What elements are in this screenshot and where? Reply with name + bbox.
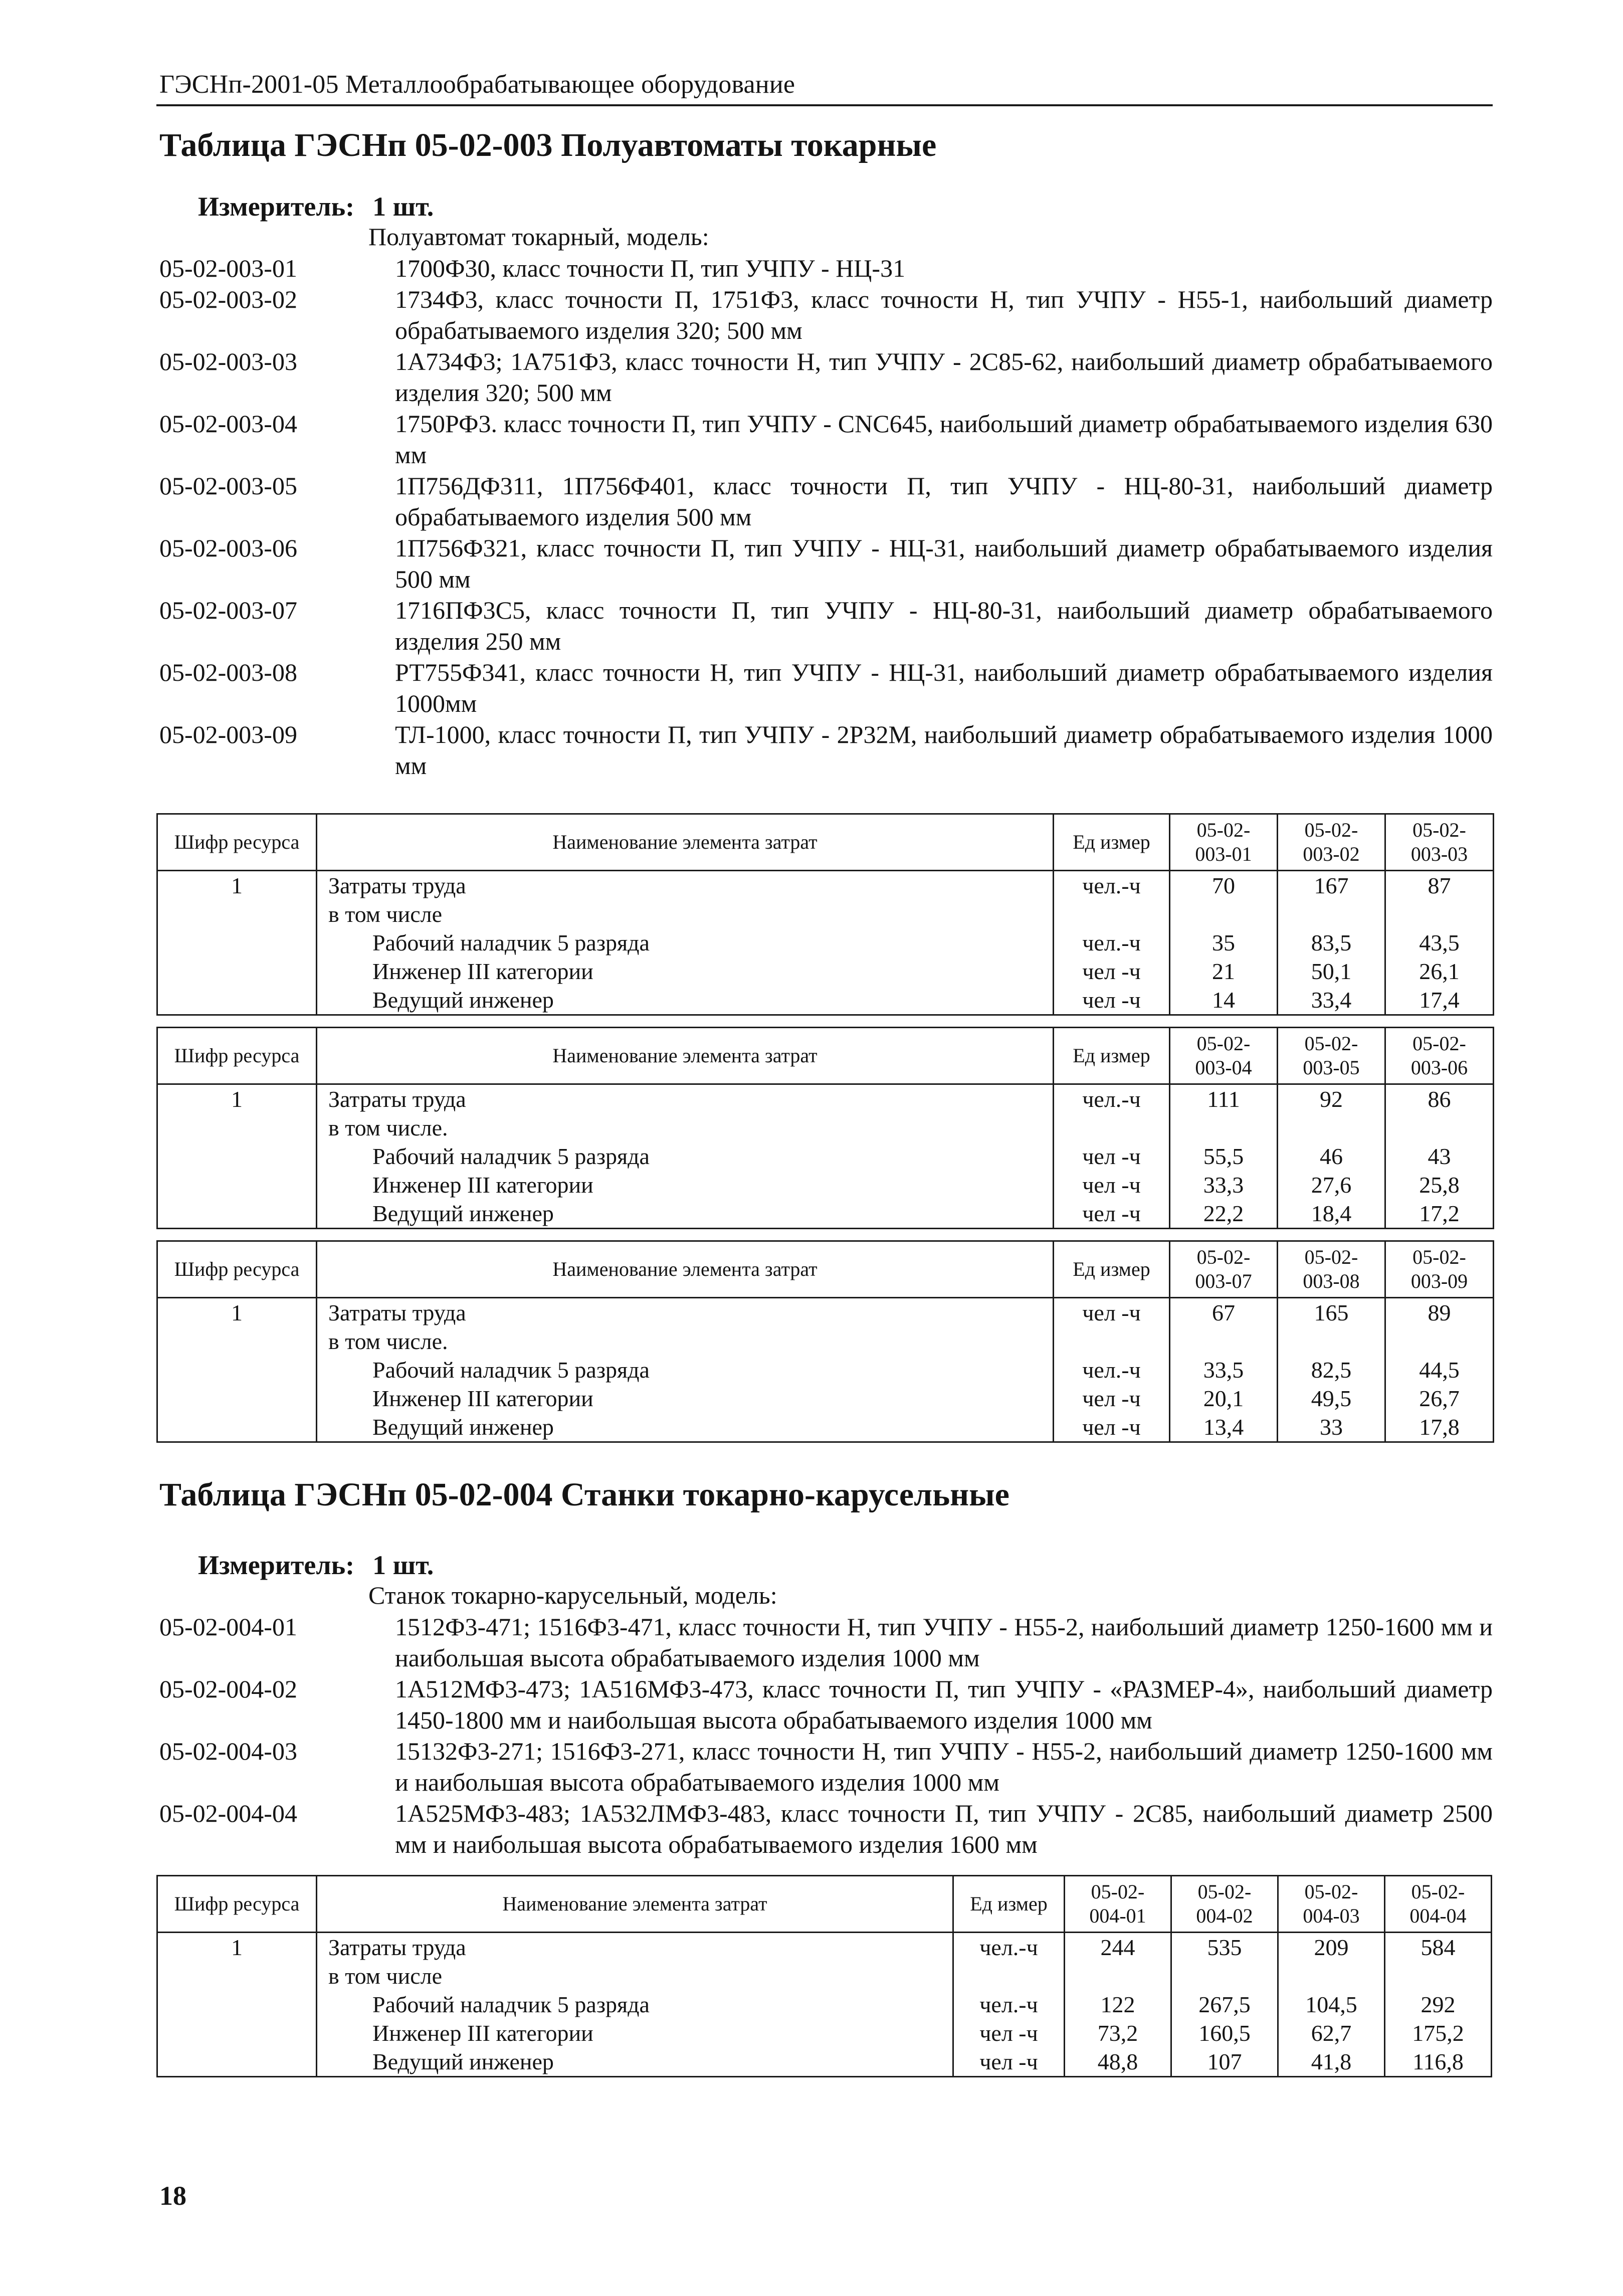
cost-element-name: Ведущий инженер bbox=[372, 987, 554, 1013]
model-code: 05-02-003-07 bbox=[159, 596, 297, 624]
header-norm-code bbox=[1170, 1241, 1278, 1298]
norm-value: 33,3 bbox=[1203, 1172, 1244, 1198]
resource-table-003-04-06 bbox=[156, 1027, 1494, 1229]
model-description: 1А512МФ3-473; 1А516МФ3-473, класс точности П, тип УЧПУ - «РАЗМЕР-4», наибольший диаметр 1450-1800 мм и наибольшая высота обрабатываемого изделия 1000 мм bbox=[395, 1675, 1493, 1734]
measure-label: Измеритель: bbox=[198, 1550, 355, 1580]
norm-value-cell bbox=[1385, 871, 1494, 1015]
model-intro-003: Полуавтомат токарный, модель: bbox=[368, 223, 709, 251]
norm-value bbox=[1386, 900, 1493, 928]
norm-value: 175,2 bbox=[1412, 2020, 1464, 2046]
resource-code: 1 bbox=[231, 1935, 243, 1960]
header-norm-code bbox=[1170, 1028, 1278, 1084]
norm-code-line: 004-04 bbox=[1409, 1904, 1467, 1927]
norm-value: 21 bbox=[1212, 959, 1235, 984]
cost-element-name: в том числе bbox=[328, 1963, 442, 1989]
norm-value bbox=[1170, 900, 1277, 928]
norm-value: 49,5 bbox=[1311, 1386, 1352, 1411]
cell-lines bbox=[1278, 871, 1384, 1014]
model-item bbox=[159, 470, 1493, 532]
header-unit: Ед измер bbox=[953, 1876, 1065, 1933]
section-title-004: Таблица ГЭСНп 05-02-004 Станки токарно-карусельные bbox=[159, 1476, 1009, 1513]
model-code: 05-02-003-05 bbox=[159, 472, 297, 500]
model-description: РТ755Ф341, класс точности Н, тип УЧПУ - НЦ-31, наибольший диаметр обрабатываемого изделия 1000мм bbox=[395, 658, 1493, 717]
cell-lines bbox=[954, 1933, 1064, 2076]
norm-code-line: 05-02- bbox=[1197, 1880, 1252, 1903]
model-description: 1700Ф30, класс точности П, тип УЧПУ - НЦ-31 bbox=[395, 254, 906, 282]
page-number: 18 bbox=[159, 2181, 186, 2211]
norm-value: 50,1 bbox=[1311, 959, 1352, 984]
norm-code-line: 003-06 bbox=[1410, 1056, 1468, 1079]
norm-value: 17,4 bbox=[1419, 987, 1460, 1013]
norm-value: 43,5 bbox=[1419, 930, 1460, 955]
norm-value bbox=[1278, 1327, 1384, 1356]
norm-value: 116,8 bbox=[1412, 2049, 1464, 2074]
cell-lines bbox=[1054, 1085, 1169, 1228]
unit-value: чел -ч bbox=[1082, 1300, 1141, 1325]
cell-lines bbox=[1385, 1933, 1491, 2076]
cell-lines bbox=[158, 871, 316, 900]
norm-value bbox=[1279, 1962, 1384, 1990]
header-norm-code bbox=[1278, 814, 1385, 871]
unit-value: чел -ч bbox=[1082, 1201, 1141, 1226]
norm-code-line: 004-01 bbox=[1089, 1904, 1146, 1927]
norm-value-cell bbox=[1170, 1298, 1278, 1442]
norm-value-cell bbox=[1385, 1084, 1494, 1229]
norm-value: 33,5 bbox=[1203, 1357, 1244, 1383]
measure-value: 1 шт. bbox=[372, 192, 434, 222]
cost-element-cell bbox=[317, 1933, 953, 2077]
norm-code-line: 05-02- bbox=[1196, 819, 1251, 841]
norm-value: 104,5 bbox=[1305, 1992, 1357, 2017]
model-code: 05-02-003-04 bbox=[159, 410, 297, 438]
norm-value: 167 bbox=[1314, 873, 1349, 898]
norm-value: 18,4 bbox=[1311, 1201, 1352, 1226]
norm-value: 292 bbox=[1421, 1992, 1456, 2017]
model-code: 05-02-003-01 bbox=[159, 254, 297, 282]
model-list-004 bbox=[159, 1611, 1493, 1860]
header-norm-code bbox=[1171, 1876, 1278, 1933]
norm-value-cell bbox=[1278, 1298, 1385, 1442]
norm-value bbox=[1172, 1962, 1277, 1990]
norm-value: 44,5 bbox=[1419, 1357, 1460, 1383]
norm-value: 89 bbox=[1428, 1300, 1451, 1325]
norm-value: 22,2 bbox=[1203, 1201, 1244, 1226]
norm-code-line: 003-01 bbox=[1195, 843, 1252, 865]
cost-element-cell bbox=[317, 1084, 1054, 1229]
norm-value: 267,5 bbox=[1198, 1992, 1251, 2017]
measure-line-003 bbox=[198, 190, 434, 223]
model-description: 1А734Ф3; 1А751Ф3, класс точности Н, тип УЧПУ - 2С85-62, наибольший диаметр обрабатываемого изделия 320; 500 мм bbox=[395, 347, 1493, 407]
model-description: 1А525МФ3-483; 1А532ЛМФ3-483, класс точности П, тип УЧПУ - 2С85, наибольший диаметр 2500 мм и наибольшая высота обрабатываемого изделия 1600 мм bbox=[395, 1799, 1493, 1858]
norm-value bbox=[1278, 1113, 1384, 1142]
cell-lines bbox=[1170, 1085, 1277, 1228]
table-row bbox=[157, 1933, 1492, 2077]
table-row bbox=[157, 1084, 1494, 1229]
header-norm-code bbox=[1385, 1876, 1492, 1933]
running-header: ГЭСНп-2001-05 Металлообрабатывающее оборудование bbox=[159, 70, 795, 99]
table-row bbox=[157, 871, 1494, 1015]
model-item bbox=[159, 595, 1493, 657]
header-resource-code: Шифр ресурса bbox=[157, 1876, 317, 1933]
cell-lines bbox=[1279, 1933, 1384, 2076]
model-list-003 bbox=[159, 253, 1493, 781]
resource-code-cell bbox=[157, 1298, 317, 1442]
norm-value-cell bbox=[1278, 1933, 1385, 2077]
cost-element-name: Рабочий наладчик 5 разряда bbox=[372, 1357, 650, 1383]
model-item bbox=[159, 1736, 1493, 1798]
cell-lines bbox=[317, 1085, 1053, 1228]
norm-value: 26,1 bbox=[1419, 959, 1460, 984]
header-unit: Ед измер bbox=[1054, 814, 1170, 871]
unit-cell bbox=[953, 1933, 1065, 2077]
header-cost-element: Наименование элемента затрат bbox=[317, 1876, 953, 1933]
norm-value: 160,5 bbox=[1198, 2020, 1251, 2046]
model-code: 05-02-003-08 bbox=[159, 658, 297, 686]
norm-value bbox=[1385, 1962, 1491, 1990]
model-item bbox=[159, 253, 1493, 284]
norm-value: 122 bbox=[1100, 1992, 1135, 2017]
cell-lines bbox=[1172, 1933, 1277, 2076]
norm-value: 33,4 bbox=[1311, 987, 1352, 1013]
cell-lines bbox=[1170, 1298, 1277, 1441]
norm-value: 87 bbox=[1428, 873, 1451, 898]
unit-value bbox=[954, 1962, 1064, 1990]
norm-value-cell bbox=[1385, 1298, 1494, 1442]
cell-lines bbox=[1065, 1933, 1170, 2076]
model-code: 05-02-003-09 bbox=[159, 720, 297, 748]
norm-value-cell bbox=[1170, 871, 1278, 1015]
unit-value: чел -ч bbox=[1082, 1386, 1141, 1411]
cell-lines bbox=[317, 1298, 1053, 1441]
resource-code: 1 bbox=[231, 1300, 243, 1325]
model-item bbox=[159, 408, 1493, 470]
model-description: 1750РФ3. класс точности П, тип УЧПУ - CNC645, наибольший диаметр обрабатываемого изделия 630 мм bbox=[395, 410, 1493, 469]
model-description: 1734Ф3, класс точности П, 1751Ф3, класс точности Н, тип УЧПУ - Н55-1, наибольший диаметр обрабатываемого изделия 320; 500 мм bbox=[395, 285, 1493, 344]
cell-lines bbox=[1386, 1298, 1493, 1441]
header-norm-code bbox=[1385, 1028, 1494, 1084]
norm-value-cell bbox=[1278, 871, 1385, 1015]
norm-value: 20,1 bbox=[1203, 1386, 1244, 1411]
measure-value: 1 шт. bbox=[372, 1550, 434, 1580]
cost-element-name: Ведущий инженер bbox=[372, 1201, 554, 1226]
cost-element-cell bbox=[317, 1298, 1054, 1442]
cost-element-name: в том числе. bbox=[328, 1328, 448, 1354]
model-code: 05-02-003-03 bbox=[159, 347, 297, 375]
norm-value: 17,2 bbox=[1419, 1201, 1460, 1226]
table-row bbox=[157, 1298, 1494, 1442]
norm-value: 83,5 bbox=[1311, 930, 1352, 955]
unit-value: чел -ч bbox=[1082, 959, 1141, 984]
norm-value: 41,8 bbox=[1311, 2049, 1352, 2074]
model-item bbox=[159, 719, 1493, 781]
unit-value: чел -ч bbox=[1082, 1172, 1141, 1198]
header-norm-code bbox=[1065, 1876, 1171, 1933]
cell-lines bbox=[1386, 871, 1493, 1014]
model-item bbox=[159, 1798, 1493, 1860]
model-code: 05-02-004-02 bbox=[159, 1675, 297, 1703]
resource-table-004 bbox=[156, 1875, 1492, 2077]
resource-code: 1 bbox=[231, 1086, 243, 1112]
resource-code-cell bbox=[157, 1933, 317, 2077]
norm-value: 70 bbox=[1212, 873, 1235, 898]
norm-value-cell bbox=[1278, 1084, 1385, 1229]
norm-code-line: 05-02- bbox=[1091, 1880, 1145, 1903]
norm-value bbox=[1170, 1113, 1277, 1142]
cost-element-name: Инженер III категории bbox=[372, 1172, 593, 1198]
norm-value-cell bbox=[1385, 1933, 1492, 2077]
norm-value: 111 bbox=[1207, 1086, 1240, 1112]
norm-value: 584 bbox=[1421, 1935, 1456, 1960]
unit-value bbox=[1054, 1327, 1169, 1356]
unit-value: чел.-ч bbox=[1082, 1086, 1141, 1112]
cell-lines bbox=[1386, 1085, 1493, 1228]
model-code: 05-02-004-01 bbox=[159, 1613, 297, 1641]
norm-value: 25,8 bbox=[1419, 1172, 1460, 1198]
unit-value: чел.-ч bbox=[979, 1992, 1038, 2017]
header-norm-code bbox=[1278, 1028, 1385, 1084]
cell-lines bbox=[158, 1298, 316, 1327]
norm-value bbox=[1386, 1327, 1493, 1356]
norm-code-line: 05-02- bbox=[1304, 1880, 1358, 1903]
unit-value: чел -ч bbox=[979, 2049, 1038, 2074]
cost-element-name: Ведущий инженер bbox=[372, 1414, 554, 1440]
model-item bbox=[159, 532, 1493, 595]
model-description: 15132Ф3-271; 1516Ф3-271, класс точности Н, тип УЧПУ - Н55-2, наибольший диаметр 1250-1600 мм и наибольшая высота обрабатываемого изделия 1000 мм bbox=[395, 1737, 1493, 1796]
norm-value: 73,2 bbox=[1097, 2020, 1138, 2046]
model-intro-004: Станок токарно-карусельный, модель: bbox=[368, 1581, 777, 1609]
unit-value: чел -ч bbox=[1082, 1143, 1141, 1169]
cost-element-name: Затраты труда bbox=[328, 1935, 466, 1960]
unit-value: чел -ч bbox=[979, 2020, 1038, 2046]
unit-value: чел.-ч bbox=[1082, 930, 1141, 955]
cost-element-name: Ведущий инженер bbox=[372, 2049, 554, 2074]
unit-cell bbox=[1054, 1084, 1170, 1229]
norm-value: 46 bbox=[1320, 1143, 1343, 1169]
norm-code-line: 05-02- bbox=[1412, 1032, 1466, 1055]
cost-element-name: Инженер III категории bbox=[372, 959, 593, 984]
norm-code-line: 05-02- bbox=[1196, 1032, 1251, 1055]
norm-code-line: 003-02 bbox=[1303, 843, 1360, 865]
norm-value bbox=[1386, 1113, 1493, 1142]
unit-value: чел -ч bbox=[1082, 1414, 1141, 1440]
header-norm-code bbox=[1278, 1876, 1385, 1933]
norm-code-line: 05-02- bbox=[1412, 1246, 1466, 1268]
norm-code-line: 05-02- bbox=[1304, 1032, 1358, 1055]
norm-code-line: 05-02- bbox=[1412, 819, 1466, 841]
norm-code-line: 003-09 bbox=[1410, 1270, 1468, 1292]
model-code: 05-02-003-02 bbox=[159, 285, 297, 313]
norm-value: 62,7 bbox=[1311, 2020, 1352, 2046]
cell-lines bbox=[317, 871, 1053, 1014]
header-resource-code: Шифр ресурса bbox=[157, 1028, 317, 1084]
unit-cell bbox=[1054, 871, 1170, 1015]
unit-value: чел -ч bbox=[1082, 987, 1141, 1013]
section-title-003: Таблица ГЭСНп 05-02-003 Полуавтоматы токарные bbox=[159, 127, 937, 163]
header-cost-element: Наименование элемента затрат bbox=[317, 1028, 1054, 1084]
cell-lines bbox=[1278, 1298, 1384, 1441]
header-norm-code bbox=[1278, 1241, 1385, 1298]
cost-element-name: Рабочий наладчик 5 разряда bbox=[372, 1992, 650, 2017]
norm-value: 17,8 bbox=[1419, 1414, 1460, 1440]
unit-value: чел.-ч bbox=[979, 1935, 1038, 1960]
cell-lines bbox=[317, 1933, 952, 2076]
norm-value: 82,5 bbox=[1311, 1357, 1352, 1383]
cost-element-name: Рабочий наладчик 5 разряда bbox=[372, 930, 650, 955]
norm-value: 27,6 bbox=[1311, 1172, 1352, 1198]
norm-value: 33 bbox=[1320, 1414, 1343, 1440]
norm-value: 244 bbox=[1100, 1935, 1135, 1960]
model-description: ТЛ-1000, класс точности П, тип УЧПУ - 2Р32М, наибольший диаметр обрабатываемого изделия 1000 мм bbox=[395, 720, 1493, 780]
norm-code-line: 05-02- bbox=[1411, 1880, 1465, 1903]
cost-element-name: Инженер III категории bbox=[372, 2020, 593, 2046]
header-cost-element: Наименование элемента затрат bbox=[317, 1241, 1054, 1298]
header-resource-code: Шифр ресурса bbox=[157, 1241, 317, 1298]
header-norm-code bbox=[1385, 814, 1494, 871]
norm-code-line: 05-02- bbox=[1304, 1246, 1358, 1268]
unit-value: чел.-ч bbox=[1082, 873, 1141, 898]
model-code: 05-02-004-03 bbox=[159, 1737, 297, 1765]
unit-cell bbox=[1054, 1298, 1170, 1442]
norm-value: 165 bbox=[1314, 1300, 1349, 1325]
norm-value bbox=[1170, 1327, 1277, 1356]
measure-line-004 bbox=[198, 1549, 434, 1581]
norm-value-cell bbox=[1170, 1084, 1278, 1229]
model-description: 1512Ф3-471; 1516Ф3-471, класс точности Н, тип УЧПУ - Н55-2, наибольший диаметр 1250-1600 мм и наибольшая высота обрабатываемого изделия 1000 мм bbox=[395, 1613, 1493, 1672]
norm-code-line: 004-03 bbox=[1303, 1904, 1360, 1927]
cost-element-name: Рабочий наладчик 5 разряда bbox=[372, 1143, 650, 1169]
resource-code: 1 bbox=[231, 873, 243, 898]
model-description: 1П756Ф321, класс точности П, тип УЧПУ - НЦ-31, наибольший диаметр обрабатываемого изделия 500 мм bbox=[395, 534, 1493, 593]
header-unit: Ед измер bbox=[1054, 1028, 1170, 1084]
norm-value: 14 bbox=[1212, 987, 1235, 1013]
norm-value: 35 bbox=[1212, 930, 1235, 955]
header-resource-code: Шифр ресурса bbox=[157, 814, 317, 871]
norm-value: 43 bbox=[1428, 1143, 1451, 1169]
cell-lines bbox=[1170, 871, 1277, 1014]
cell-lines bbox=[158, 1933, 316, 1962]
model-description: 1П756ДФ311, 1П756Ф401, класс точности П, тип УЧПУ - НЦ-80-31, наибольший диаметр обрабатываемого изделия 500 мм bbox=[395, 472, 1493, 531]
norm-value: 86 bbox=[1428, 1086, 1451, 1112]
norm-code-line: 05-02- bbox=[1196, 1246, 1251, 1268]
norm-value: 107 bbox=[1207, 2049, 1242, 2074]
cost-element-name: Затраты труда bbox=[328, 1300, 466, 1325]
header-norm-code bbox=[1170, 814, 1278, 871]
unit-value bbox=[1054, 900, 1169, 928]
resource-table-003-07-09 bbox=[156, 1240, 1494, 1443]
norm-value bbox=[1278, 900, 1384, 928]
cost-element-cell bbox=[317, 871, 1054, 1015]
model-item bbox=[159, 1673, 1493, 1736]
norm-code-line: 003-03 bbox=[1410, 843, 1468, 865]
norm-value: 26,7 bbox=[1419, 1386, 1460, 1411]
model-code: 05-02-004-04 bbox=[159, 1799, 297, 1827]
norm-value: 13,4 bbox=[1203, 1414, 1244, 1440]
model-item bbox=[159, 284, 1493, 346]
unit-value: чел.-ч bbox=[1082, 1357, 1141, 1383]
norm-code-line: 004-02 bbox=[1196, 1904, 1253, 1927]
cost-element-name: в том числе bbox=[328, 901, 442, 927]
norm-value: 535 bbox=[1207, 1935, 1242, 1960]
cost-element-name: Затраты труда bbox=[328, 873, 466, 898]
resource-table-003-01-03 bbox=[156, 813, 1494, 1016]
resource-code-cell bbox=[157, 871, 317, 1015]
model-item bbox=[159, 657, 1493, 719]
header-rule bbox=[156, 104, 1493, 106]
header-cost-element: Наименование элемента затрат bbox=[317, 814, 1054, 871]
norm-value: 55,5 bbox=[1203, 1143, 1244, 1169]
header-unit: Ед измер bbox=[1054, 1241, 1170, 1298]
norm-code-line: 05-02- bbox=[1304, 819, 1358, 841]
model-code: 05-02-003-06 bbox=[159, 534, 297, 562]
norm-code-line: 003-04 bbox=[1195, 1056, 1252, 1079]
measure-label: Измеритель: bbox=[198, 192, 355, 222]
norm-value-cell bbox=[1065, 1933, 1171, 2077]
model-item bbox=[159, 346, 1493, 408]
cell-lines bbox=[1278, 1085, 1384, 1228]
model-description: 1716ПФ3С5, класс точности П, тип УЧПУ - НЦ-80-31, наибольший диаметр обрабатываемого изделия 250 мм bbox=[395, 596, 1493, 655]
norm-value-cell bbox=[1171, 1933, 1278, 2077]
norm-code-line: 003-08 bbox=[1303, 1270, 1360, 1292]
cost-element-name: Затраты труда bbox=[328, 1086, 466, 1112]
norm-value: 48,8 bbox=[1097, 2049, 1138, 2074]
cost-element-name: Инженер III категории bbox=[372, 1386, 593, 1411]
resource-code-cell bbox=[157, 1084, 317, 1229]
cell-lines bbox=[1054, 1298, 1169, 1441]
unit-value bbox=[1054, 1113, 1169, 1142]
header-norm-code bbox=[1385, 1241, 1494, 1298]
model-item bbox=[159, 1611, 1493, 1673]
norm-value: 67 bbox=[1212, 1300, 1235, 1325]
norm-value: 209 bbox=[1314, 1935, 1349, 1960]
cell-lines bbox=[1054, 871, 1169, 1014]
norm-value: 92 bbox=[1320, 1086, 1343, 1112]
cell-lines bbox=[158, 1085, 316, 1113]
cost-element-name: в том числе. bbox=[328, 1115, 448, 1140]
norm-code-line: 003-07 bbox=[1195, 1270, 1252, 1292]
norm-value bbox=[1065, 1962, 1170, 1990]
norm-code-line: 003-05 bbox=[1303, 1056, 1360, 1079]
